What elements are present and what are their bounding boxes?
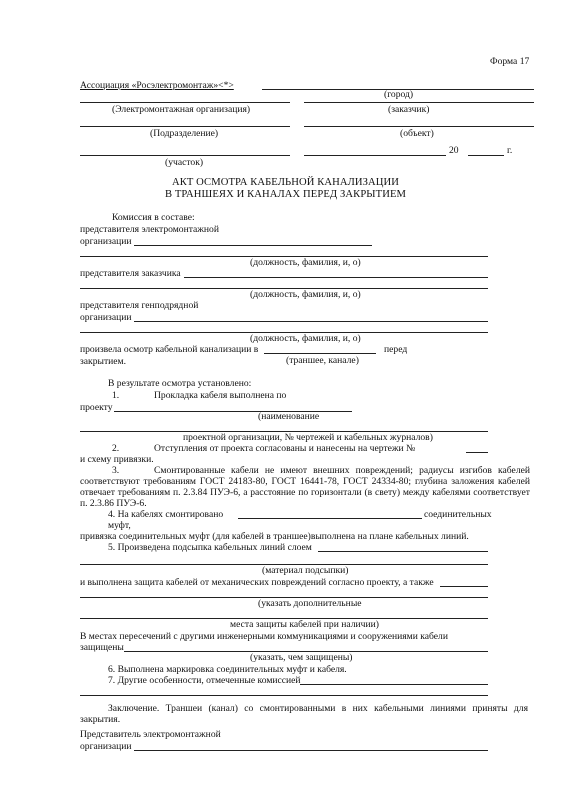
form-number: Форма 17	[490, 56, 530, 67]
org-caption: (Электромонтажная организация)	[112, 104, 251, 115]
inspection-text: произвела осмотр кабельной канализации в	[80, 344, 259, 355]
p5-extra-line	[440, 586, 488, 587]
p4-muft: муфт,	[108, 520, 131, 531]
p5-caption-3: места защиты кабелей при наличии)	[230, 619, 379, 630]
section-line	[80, 155, 290, 156]
p1-text: Прокладка кабеля выполнена по	[154, 390, 287, 401]
rep-general-label: представителя генподрядной	[80, 300, 199, 311]
p2-num: 2.	[112, 443, 120, 454]
protected-caption: (указать, чем защищены)	[250, 652, 353, 663]
p4-text-2: привязка соединительных муфт (для кабелей в траншее)выполнена на плане кабельных линий.	[80, 531, 469, 542]
rep-electro-label: представителя электромонтажной	[80, 224, 219, 235]
org-line	[80, 102, 290, 103]
p4-line	[238, 518, 422, 519]
division-line	[80, 126, 290, 127]
rep-electro-org-label: организации	[80, 236, 132, 247]
division-caption: (Подразделение)	[150, 128, 219, 139]
p5-line	[318, 551, 488, 552]
p7-text: 7. Другие особенности, отмеченные комиссией	[108, 675, 301, 686]
date-line	[304, 155, 446, 156]
customer-line	[304, 102, 534, 103]
crossings-text: В местах пересечений с другими инженерными коммуникациями и сооружениями кабели	[80, 631, 448, 642]
p1-caption-2: проектной организации, № чертежей и кабельных журналов)	[183, 432, 433, 443]
city-caption: (город)	[384, 89, 414, 100]
p3-text: Смонтированные кабели не имеют внешних повреждений; радиусы изгибов кабелей соответствуют требованиям ГОСТ 24183-80, ГОСТ 16441-78, ГОСТ 24334-80; глубина заложения кабелей отвечает требованиям п. 2.3.84 ПУЭ-6, а расстояние по горизонтали (в свету) между кабелями соответствует п. 2.3.86 ПУЭ-6.	[80, 465, 530, 510]
p7-line2	[80, 695, 488, 696]
p5-text-2: и выполнена защита кабелей от механических повреждений согласно проекту, а также	[80, 577, 434, 588]
act-title-line1: АКТ ОСМОТРА КАБЕЛЬНОЙ КАНАЛИЗАЦИИ	[171, 177, 400, 188]
p2-text-2: и схему привязки.	[80, 454, 154, 465]
results-intro: В результате осмотра установлено:	[108, 378, 252, 389]
p4-tail: соединительных	[424, 509, 492, 520]
commission-intro: Комиссия в составе:	[112, 212, 195, 223]
year-prefix: 20	[449, 145, 459, 156]
conclusion-rep-line	[134, 750, 488, 751]
p5-text: 5. Произведена подсыпка кабельных линий слоем	[108, 542, 312, 553]
p2-text: Отступления от проекта согласованы и нанесены на чертежи №	[154, 443, 416, 454]
p1-num: 1.	[112, 390, 120, 401]
p5-caption-2: (указать дополнительные	[258, 598, 362, 609]
act-title-line2: В ТРАНШЕЯХ И КАНАЛАХ ПЕРЕД ЗАКРЫТИЕМ	[164, 189, 407, 200]
p5-caption: (материал подсыпки)	[262, 565, 349, 576]
rep-general-line	[134, 321, 488, 322]
conclusion-text: Заключение. Траншеи (канал) со смонтированными в них кабельными линиями приняты для закрытия.	[80, 703, 528, 726]
closing-word: закрытием.	[80, 356, 127, 367]
person-caption-2: (должность, фамилия, и, о)	[250, 289, 361, 300]
p7-line	[300, 684, 488, 685]
association-name: Ассоциация «Росэлектромонтаж»<*>	[80, 80, 234, 91]
p6-text: 6. Выполнена маркировка соединительных муфт и кабеля.	[108, 664, 347, 675]
conclusion-rep-1: Представитель электромонтажной	[80, 729, 221, 740]
conclusion-rep-2: организации	[80, 741, 132, 752]
p1-caption-1: (наименование	[258, 411, 320, 422]
trench-caption: (траншее, канале)	[286, 355, 359, 366]
person-caption-1: (должность, фамилия, и, о)	[250, 257, 361, 268]
rep-electro-line	[134, 245, 372, 246]
p4-text: 4. На кабелях смонтировано	[108, 509, 224, 520]
p1-project: проекту	[80, 402, 113, 413]
year-line	[468, 155, 504, 156]
year-suffix: г.	[507, 145, 513, 156]
protected-label: защищены	[80, 642, 124, 653]
rep-customer-line	[184, 277, 488, 278]
p2-drawing-line	[466, 452, 488, 453]
before-word: перед	[384, 344, 408, 355]
object-line	[304, 126, 534, 127]
p3-num: 3.	[112, 465, 120, 476]
rep-general-org-label: организации	[80, 312, 132, 323]
object-caption: (объект)	[400, 128, 434, 139]
trench-line	[264, 353, 376, 354]
person-caption-3: (должность, фамилия, и, о)	[250, 333, 361, 344]
rep-customer-label: представителя заказчика	[80, 268, 181, 279]
section-caption: (участок)	[165, 157, 204, 168]
customer-caption: (заказчик)	[388, 104, 430, 115]
